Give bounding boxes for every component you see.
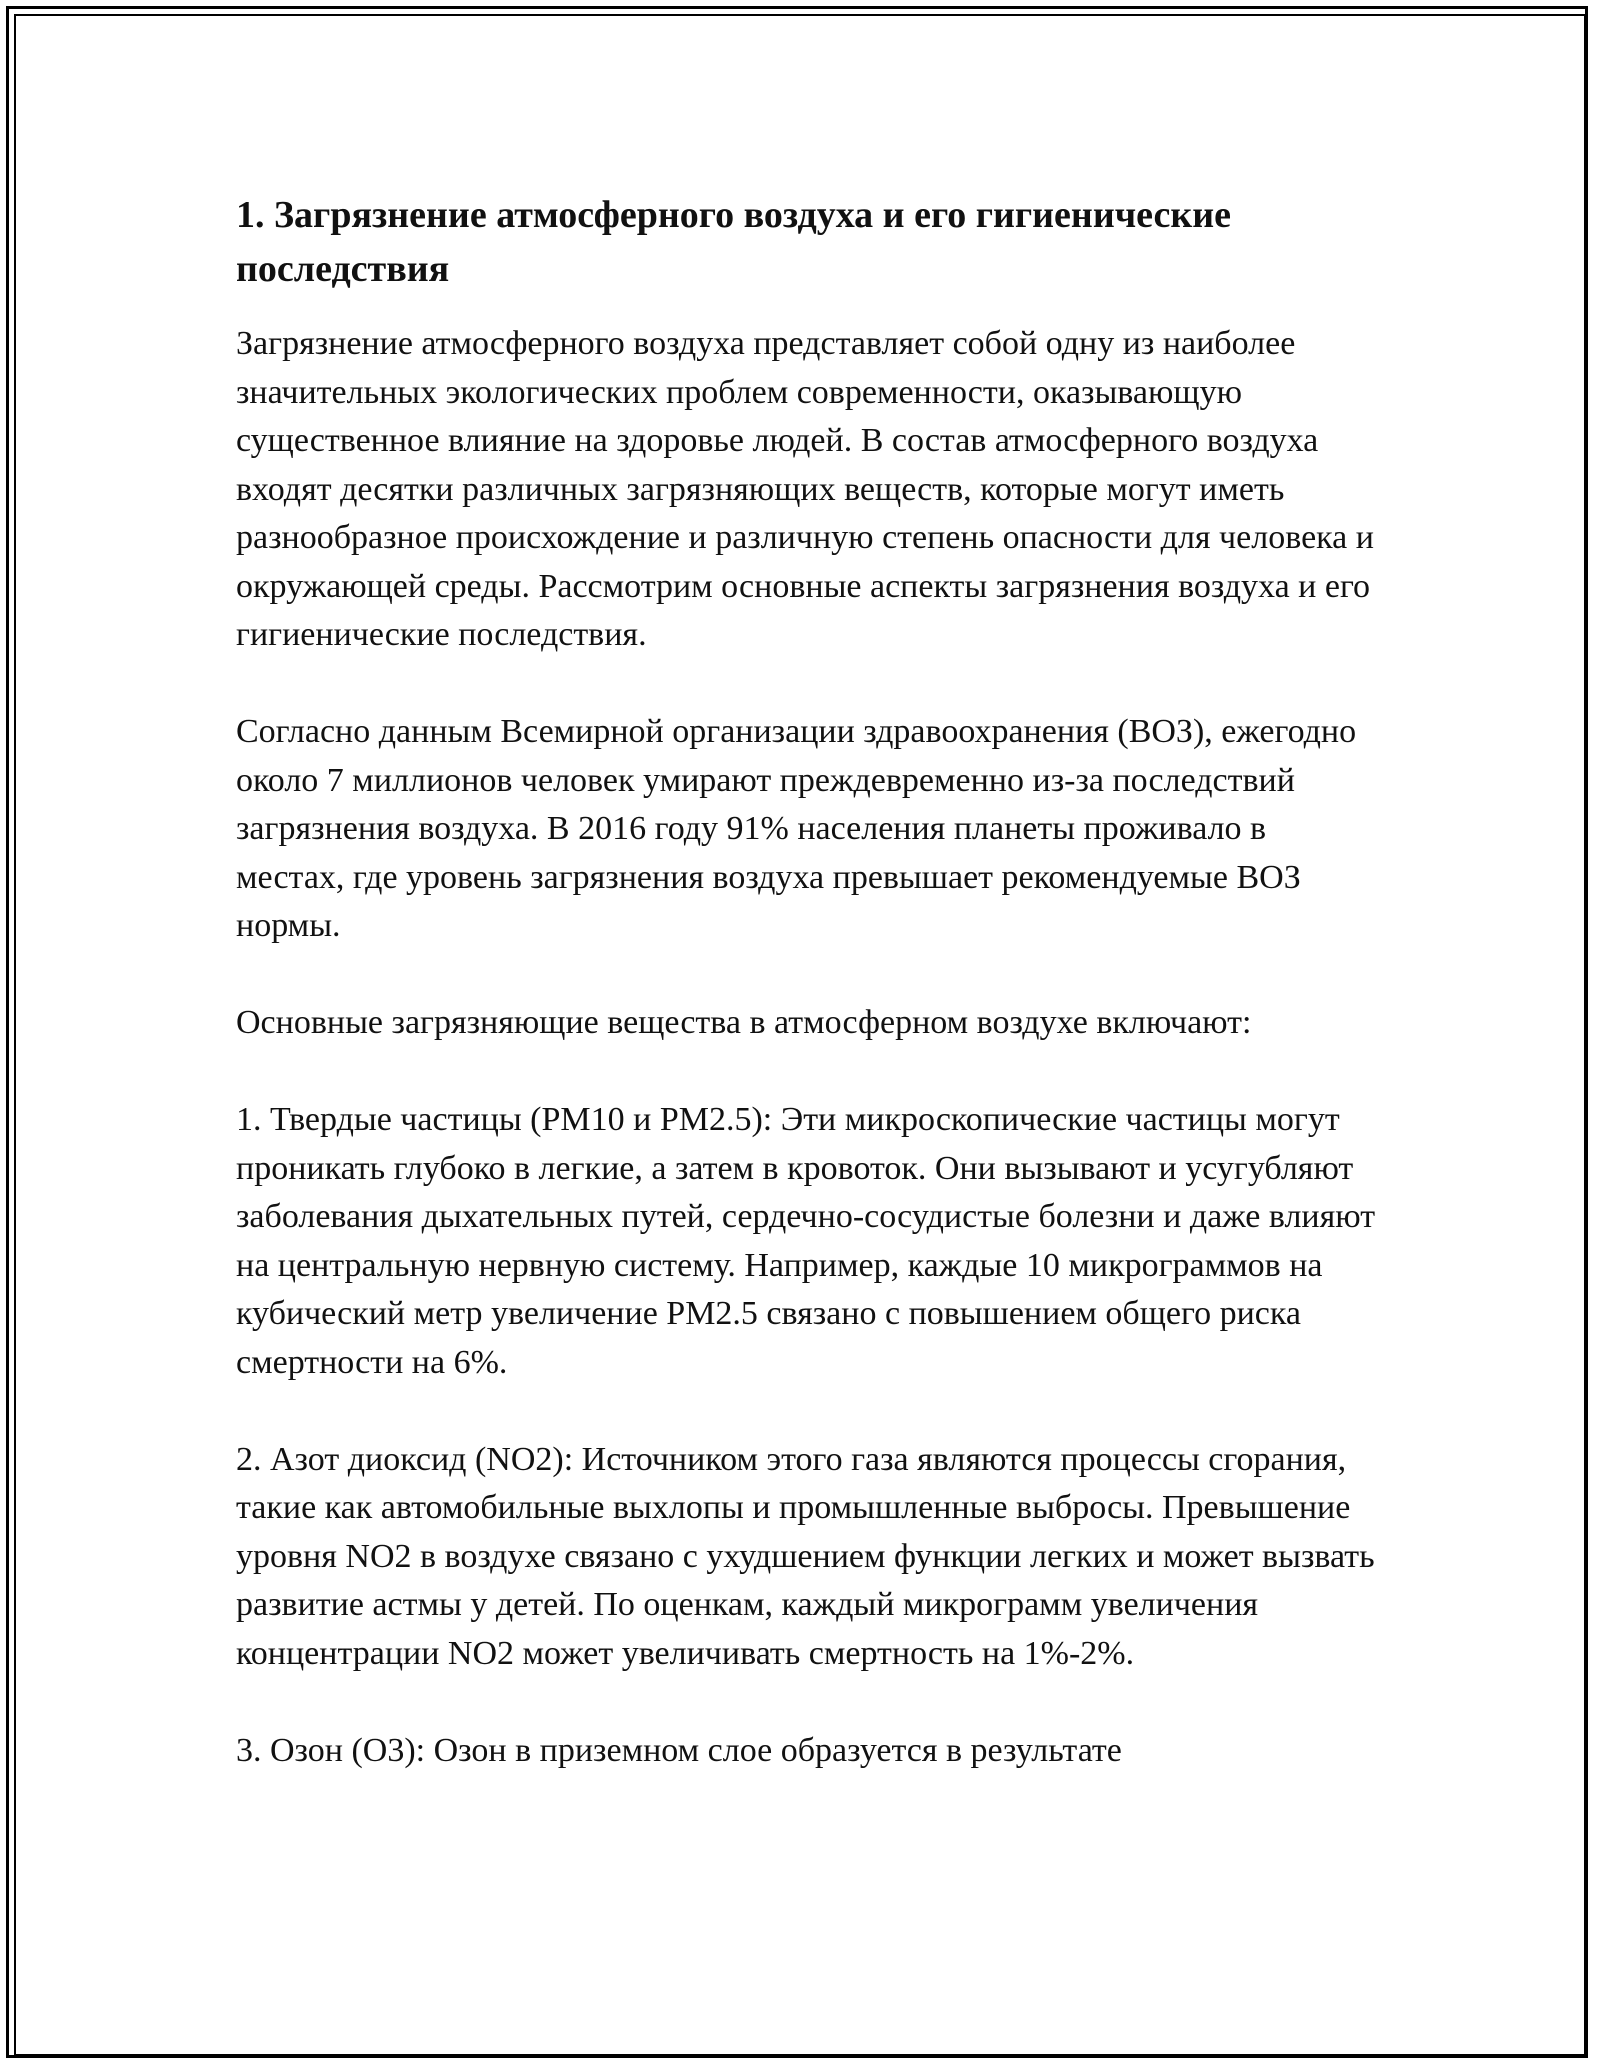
section-heading: 1. Загрязнение атмосферного воздуха и его гигиенические последствия bbox=[236, 194, 1231, 290]
list-item-ozone: 3. Озон (O3): Озон в приземном слое образуется в результате bbox=[236, 1731, 1122, 1769]
list-item-particulate-matter: 1. Твердые частицы (PM10 и PM2.5): Эти микроскопические частицы могут проникать глубоко в легкие, а затем в кровоток. Они вызывают и усугубляют заболевания дыхательных путей, сердечно-сосудистые болезни и даже влияют на центральную нервную систему. Например, каждые 10 микрограммов на кубический метр увеличение PM2.5 связано с повышением общего риска смертности на 6%. bbox=[236, 1101, 1376, 1381]
paragraph-intro: Загрязнение атмосферного воздуха представляет собой одну из наиболее значительных экологических проблем современности, оказывающую существенное влияние на здоровье людей. В состав атмосферного воздуха входят десятки различных загрязняющих веществ, которые могут иметь разнообразное происхождение и различную степень опасности для человека и окружающей среды. Рассмотрим основные аспекты загрязнения воздуха и его гигиенические последствия. bbox=[236, 325, 1374, 653]
paragraph-pollutants-intro: Основные загрязняющие вещества в атмосферном воздухе включают: bbox=[236, 1004, 1252, 1041]
document-body bbox=[236, 188, 1376, 1775]
list-item-nitrogen-dioxide: 2. Азот диоксид (NO2): Источником этого газа являются процессы сгорания, такие как автомобильные выхлопы и промышленные выбросы. Превышение уровня NO2 в воздухе связано с ухудшением функции легких и может вызвать развитие астмы у детей. По оценкам, каждый микрограмм увеличения концентрации NO2 может увеличивать смертность на 1%-2%. bbox=[236, 1440, 1375, 1672]
paragraph-who-stats: Согласно данным Всемирной организации здравоохранения (ВОЗ), ежегодно около 7 миллионов человек умирают преждевременно из-за последствий загрязнения воздуха. В 2016 году 91% населения планеты проживало в местах, где уровень загрязнения воздуха превышает рекомендуемые ВОЗ нормы. bbox=[236, 713, 1357, 944]
